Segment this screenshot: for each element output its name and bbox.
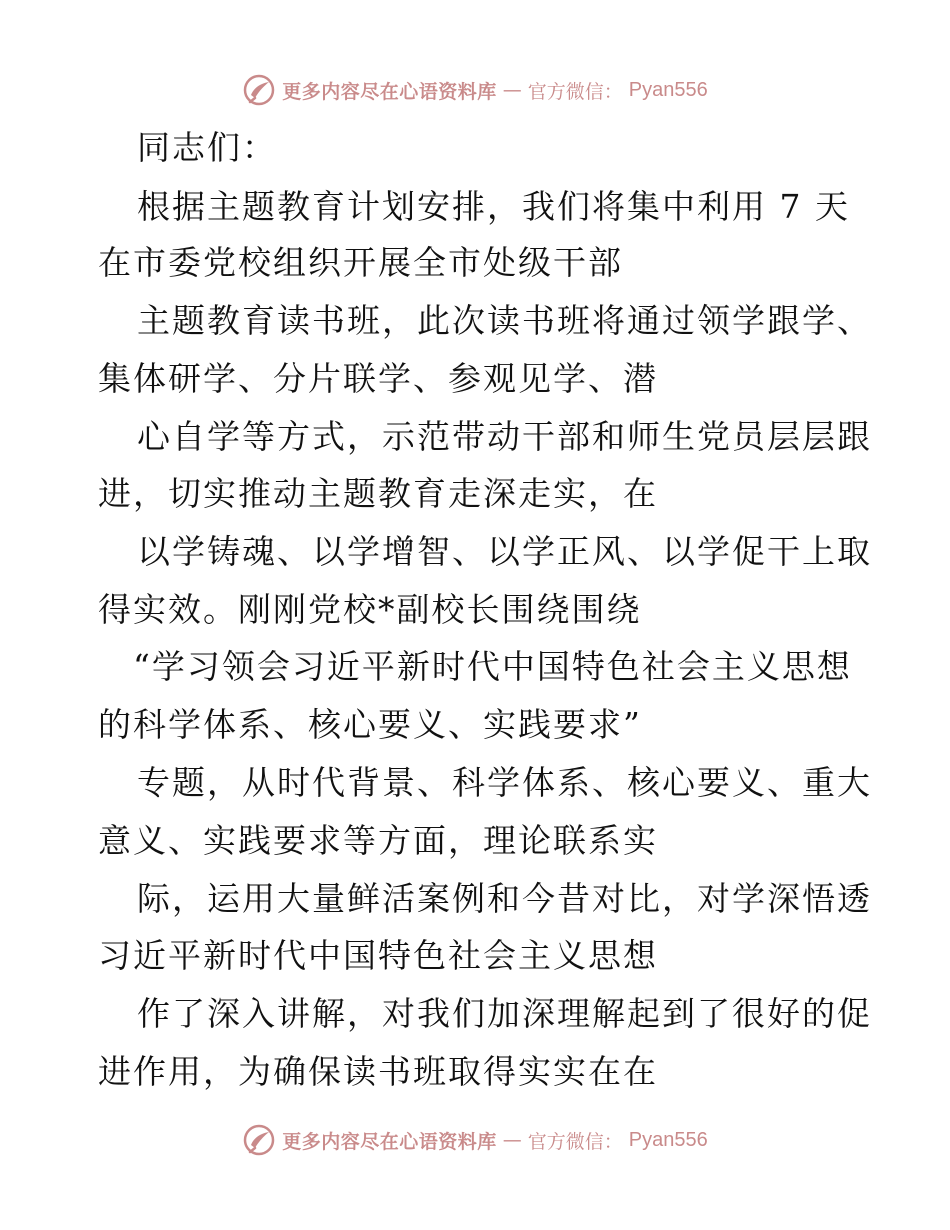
brand-logo-icon: [242, 1123, 276, 1157]
text-line: 在市委党校组织开展全市处级干部: [98, 243, 623, 282]
text-line: 意义、实践要求等方面，理论联系实: [98, 821, 658, 860]
text-line: 进，切实推动主题教育走深走实，在: [98, 474, 658, 513]
watermark-official-label: 官方微信：: [527, 1130, 623, 1153]
watermark-wechat-id: Pyan556: [628, 78, 708, 101]
text-line: 根据主题教育计划安排，我们将集中利用 7 天: [137, 187, 850, 226]
text-line: 集体研学、分片联学、参观见学、潜: [98, 359, 658, 398]
brand-logo-icon: [242, 73, 276, 107]
text-line: 际，运用大量鲜活案例和今昔对比，对学深悟透: [137, 879, 872, 918]
text-line: 进作用，为确保读书班取得实实在在: [98, 1052, 658, 1091]
text-line: 以学铸魂、以学增智、以学正风、以学促干上取: [137, 532, 872, 571]
watermark-wechat-id: Pyan556: [628, 1128, 708, 1151]
watermark-text: 更多内容尽在心语资料库: [282, 1130, 497, 1153]
text-line: “学习领会习近平新时代中国特色社会主义思想: [133, 647, 852, 686]
text-line: 得实效。刚刚党校*副校长围绕围绕: [98, 590, 642, 629]
text-line: 的科学体系、核心要义、实践要求”: [98, 705, 642, 744]
text-line: 主题教育读书班，此次读书班将通过领学跟学、: [137, 301, 872, 340]
text-line: 习近平新时代中国特色社会主义思想: [98, 936, 658, 975]
watermark-dash: —: [502, 1129, 522, 1151]
text-line: 专题，从时代背景、科学体系、核心要义、重大: [137, 763, 872, 802]
text-line: 作了深入讲解，对我们加深理解起到了很好的促: [137, 994, 872, 1033]
text-line: 同志们：: [137, 128, 277, 167]
footer-watermark: [0, 1120, 950, 1160]
watermark-text: 更多内容尽在心语资料库: [282, 80, 497, 103]
text-line: 心自学等方式，示范带动干部和师生党员层层跟: [137, 417, 872, 456]
watermark-official-label: 官方微信：: [527, 80, 623, 103]
header-watermark: [0, 70, 950, 110]
watermark-dash: —: [502, 79, 522, 101]
